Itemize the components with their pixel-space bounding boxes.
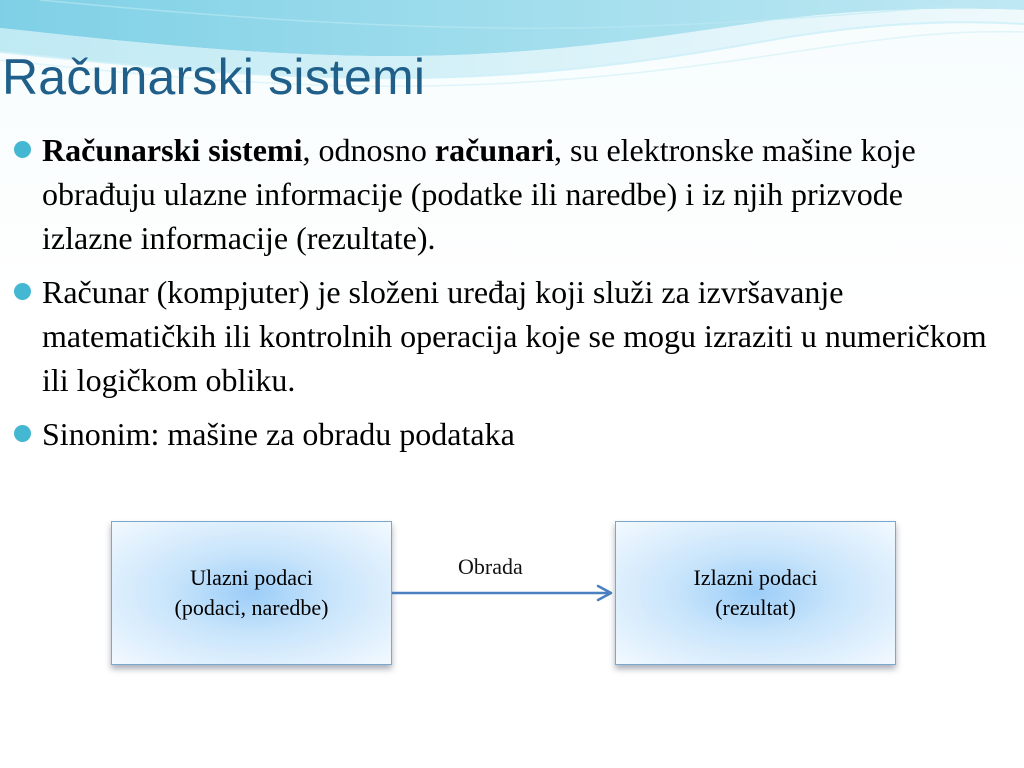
input-box-title: Ulazni podaci — [190, 565, 313, 590]
bullet-text-segment: , su elektronske mašine koje obrađuju ulazne informacije (podatke ili naredbe) i iz njih prizvode izlazne informacije (rezultate). — [42, 132, 916, 256]
bullet-marker-icon — [14, 141, 31, 158]
bullet-item-synonym — [0, 412, 1000, 456]
process-label: Obrada — [458, 554, 523, 579]
bullet-marker-icon — [14, 283, 31, 300]
bullet-marker-icon — [14, 425, 31, 442]
output-data-box — [615, 521, 896, 665]
bullet-text — [42, 128, 1000, 260]
input-box-subtitle: (podaci, naredbe) — [174, 595, 329, 620]
bullet-list — [0, 128, 1000, 466]
input-data-box — [111, 521, 392, 665]
output-box-title: Izlazni podaci — [693, 565, 818, 590]
bullet-text: Računar (kompjuter) je složeni uređaj koji služi za izvršavanje matematičkih ili kontrolnih operacija koje se mogu izraziti u numeričkom ili logičkom obliku. — [42, 274, 987, 398]
bullet-item-computer — [0, 270, 1000, 402]
bold-term: Računarski sistemi — [42, 132, 303, 168]
bullet-text-segment: , odnosno — [302, 132, 435, 168]
output-box-subtitle: (rezultat) — [715, 595, 796, 620]
bullet-item-definition — [0, 128, 1000, 260]
slide-title: Računarski sistemi — [2, 49, 426, 105]
bold-term: računari — [434, 132, 554, 168]
bullet-text: Sinonim: mašine za obradu podataka — [42, 416, 515, 452]
